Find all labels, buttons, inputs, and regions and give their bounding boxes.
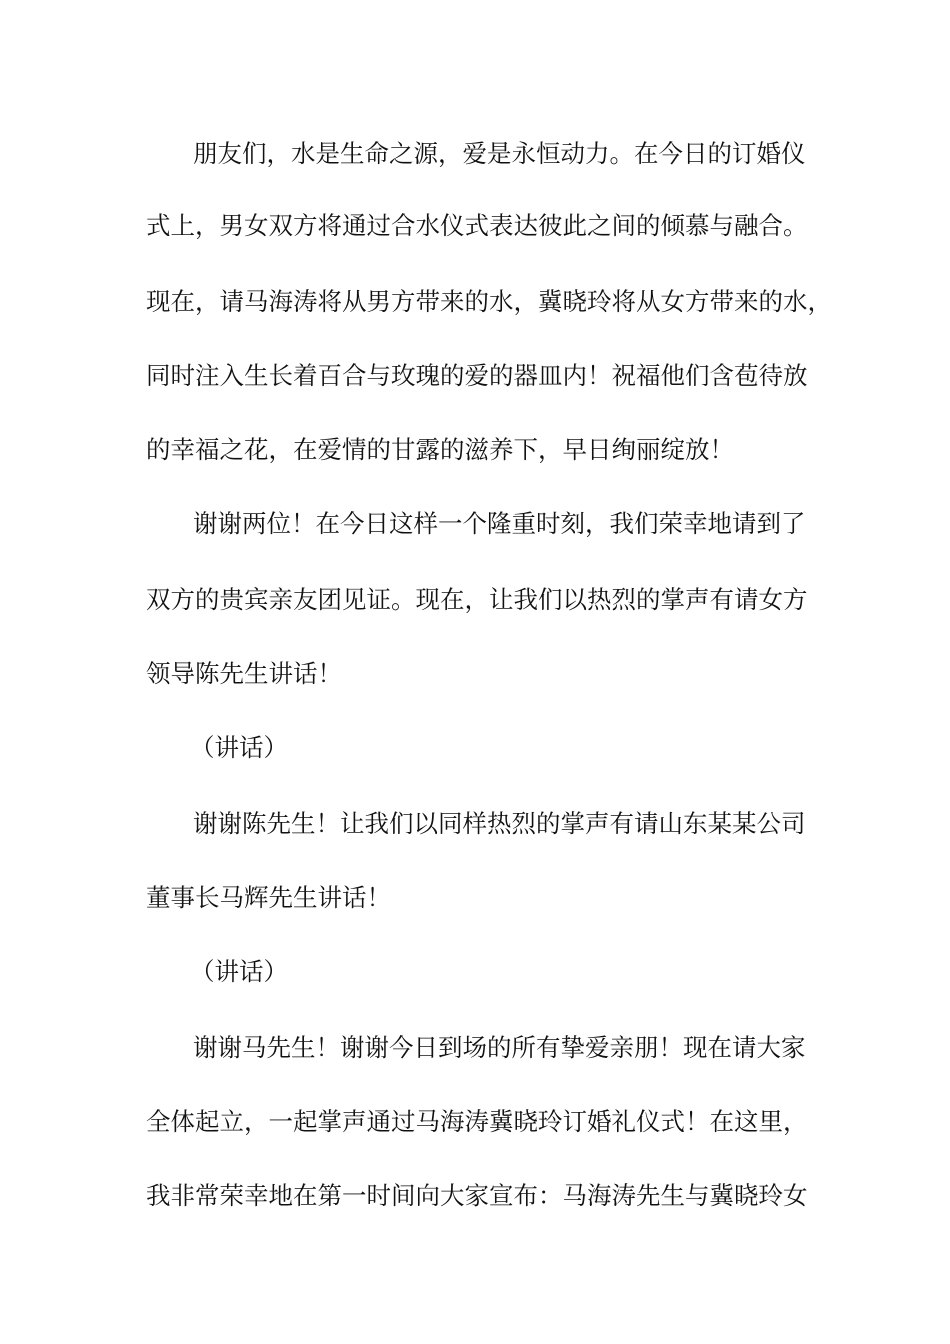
paragraph-2-line-3: 领导陈先生讲话！: [146, 659, 342, 688]
paragraph-1-line-2: 式上，男女双方将通过合水仪式表达彼此之间的倾慕与融合。: [146, 211, 808, 240]
paragraph-3-line-1: 谢谢陈先生！让我们以同样热烈的掌声有请山东某某公司: [193, 809, 806, 838]
paragraph-2-line-2: 双方的贵宾亲友团见证。现在，让我们以热烈的掌声有请女方: [146, 585, 808, 614]
paragraph-2-line-1: 谢谢两位！在今日这样一个隆重时刻，我们荣幸地请到了: [193, 509, 806, 538]
paragraph-4-line-1: 谢谢马先生！谢谢今日到场的所有挚爱亲朋！现在请大家: [193, 1033, 806, 1062]
paragraph-1-line-3: 现在，请马海涛将从男方带来的水，冀晓玲将从女方带来的水，: [146, 287, 832, 316]
stage-direction-1: （讲话）: [190, 733, 288, 762]
paragraph-1-line-5: 的幸福之花，在爱情的甘露的滋养下，早日绚丽绽放！: [146, 435, 734, 464]
paragraph-3-line-2: 董事长马辉先生讲话！: [146, 883, 391, 912]
paragraph-1-line-4: 同时注入生长着百合与玫瑰的爱的器皿内！祝福他们含苞待放: [146, 361, 808, 390]
paragraph-4-line-3: 我非常荣幸地在第一时间向大家宣布：马海涛先生与冀晓玲女: [146, 1181, 808, 1210]
stage-direction-2: （讲话）: [190, 957, 288, 986]
paragraph-4-line-2: 全体起立，一起掌声通过马海涛冀晓玲订婚礼仪式！在这里，: [146, 1107, 808, 1136]
paragraph-1-line-1: 朋友们，水是生命之源，爱是永恒动力。在今日的订婚仪: [193, 139, 806, 168]
